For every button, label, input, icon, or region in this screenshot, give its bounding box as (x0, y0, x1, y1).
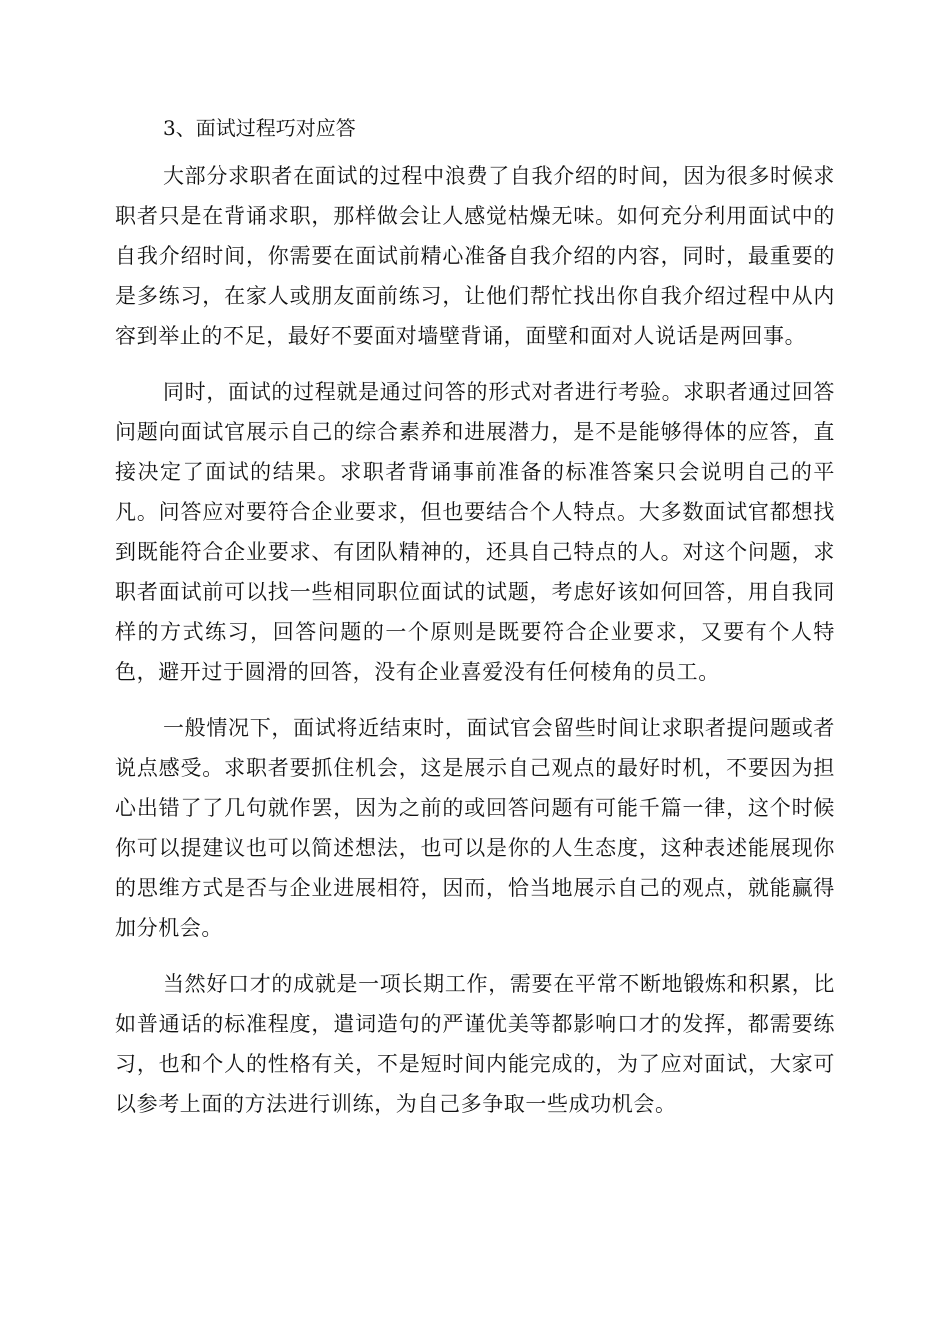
paragraph-asking-questions: 一般情况下，面试将近结束时，面试官会留些时间让求职者提问题或者说点感受。求职者要抓住机会，这是展示自己观点的最好时机，不要因为担心出错了了几句就作罢，因为之前的或回答问题有可能千篇一律，这个时候你可以提建议也可以简述想法，也可以是你的人生态度，这种表述能展现你的思维方式是否与企业进展相符，因而，恰当地展示自己的观点，就能赢得加分机会。 (115, 716, 835, 940)
paragraph-eloquence-practice: 当然好口才的成就是一项长期工作，需要在平常不断地锻炼和积累，比如普通话的标准程度，遣词造句的严谨优美等都影响口才的发挥，都需要练习，也和个人的性格有关，不是短时间内能完成的，为了应对面试，大家可以参考上面的方法进行训练，为自己多争取一些成功机会。 (115, 972, 835, 1116)
paragraph-question-answer: 同时，面试的过程就是通过问答的形式对者进行考验。求职者通过回答问题向面试官展示自己的综合素养和进展潜力，是不是能够得体的应答，直接决定了面试的结果。求职者背诵事前准备的标准答案只会说明自己的平凡。问答应对要符合企业要求，但也要结合个人特点。大多数面试官都想找到既能符合企业要求、有团队精神的，还具自己特点的人。对这个问题，求职者面试前可以找一些相同职位面试的试题，考虑好该如何回答，用自我同样的方式练习，回答问题的一个原则是既要符合企业要求，又要有个人特色，避开过于圆滑的回答，没有企业喜爱没有任何棱角的员工。 (115, 380, 835, 684)
paragraph-self-introduction: 大部分求职者在面试的过程中浪费了自我介绍的时间，因为很多时候求职者只是在背诵求职，那样做会让人感觉枯燥无味。如何充分利用面试中的自我介绍时间，你需要在面试前精心准备自我介绍的内容，同时，最重要的是多练习，在家人或朋友面前练习，让他们帮忙找出你自我介绍过程中从内容到举止的不足，最好不要面对墙壁背诵，面壁和面对人说话是两回事。 (115, 164, 835, 348)
document-body (115, 110, 835, 1140)
section-heading: 3、面试过程巧对应答 (163, 116, 356, 140)
